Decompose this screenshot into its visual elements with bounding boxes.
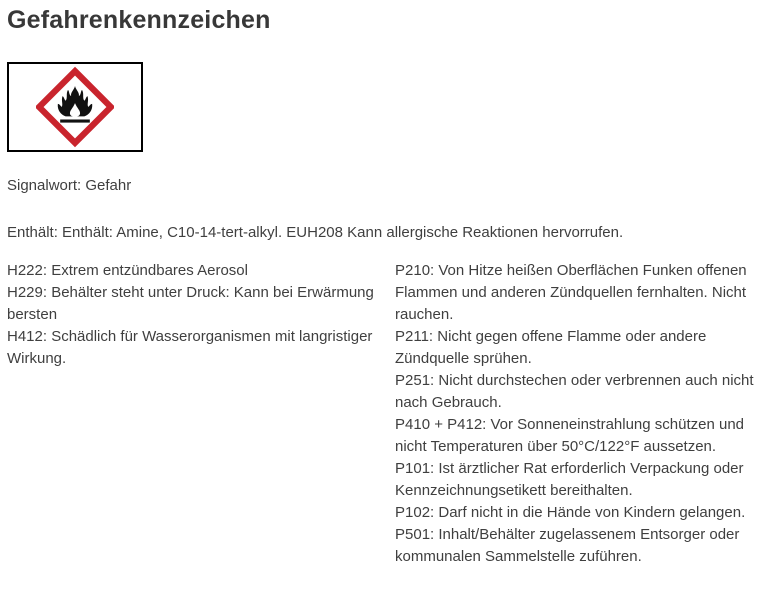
hazard-statements-column — [7, 260, 389, 370]
precautionary-statement: P102: Darf nicht in die Hände von Kindern gelangen. — [395, 504, 746, 521]
precautionary-statement: P501: Inhalt/Behälter zugelassenem Entsorger oder kommunalen Sammelstelle zuführen. — [395, 526, 740, 565]
hazard-statement: H222: Extrem entzündbares Aerosol — [7, 262, 248, 279]
precautionary-statement: P101: Ist ärztlicher Rat erforderlich Verpackung oder Kennzeichnungsetikett bereithalten. — [395, 460, 744, 499]
hazard-statement: H229: Behälter steht unter Druck: Kann bei Erwärmung bersten — [7, 284, 374, 323]
page-title: Gefahrenkennzeichen — [7, 6, 271, 34]
hazard-statement: H412: Schädlich für Wasserorganismen mit langristiger Wirkung. — [7, 328, 373, 367]
precautionary-statement: P210: Von Hitze heißen Oberflächen Funken offenen Flammen und anderen Zündquellen fernhalten. Nicht rauchen. — [395, 262, 747, 323]
contains-text: Enthält: Enthält: Amine, C10-14-tert-alkyl. EUH208 Kann allergische Reaktionen hervorrufen. — [7, 224, 624, 241]
statements-columns — [7, 260, 771, 568]
precautionary-statement: P251: Nicht durchstechen oder verbrennen auch nicht nach Gebrauch. — [395, 372, 754, 411]
pictogram-box — [7, 62, 143, 152]
ghs02-flame-pictogram-icon — [36, 65, 114, 149]
signal-word-text: Signalwort: Gefahr — [7, 177, 132, 194]
precautionary-statements-column — [395, 260, 771, 568]
precautionary-statement: P211: Nicht gegen offene Flamme oder andere Zündquelle sprühen. — [395, 328, 707, 367]
precautionary-statement: P410 + P412: Vor Sonneneinstrahlung schützen und nicht Temperaturen über 50°C/122°F aussetzen. — [395, 416, 745, 455]
